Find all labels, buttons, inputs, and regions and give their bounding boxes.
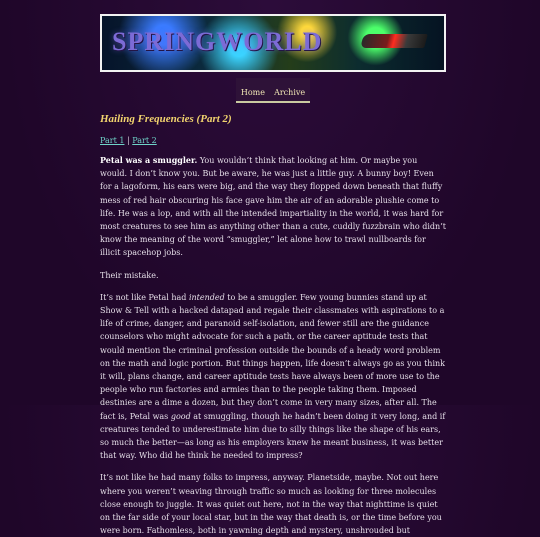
paragraph-3-text-b: to be a smuggler. Few young bunnies stand up at Show & Tell with a hacked datapad and regale their classmates with aspirations to a life of crime, danger, and paranoid self-isolation, and fewer still are the guidance counselors who might advocate for such a path, or the career aptitude tests that would mention the criminal profession outside the bounds of a heady word problem on the math and logic portion. But things happen, life doesn’t always go as you think it will, plans change, and career aptitude tests have always been of more use to the people who run factories and armies than to the people taking them. Imposed destinies are a dime a dozen, but they don’t come in very many sizes, after all. The fact is, Petal was xyxy=(100,292,446,421)
main-nav xyxy=(100,78,446,103)
paragraph-3-emphasis-2: good xyxy=(170,411,191,421)
post-title: Hailing Frequencies (Part 2) xyxy=(100,113,232,125)
site-title: SPRINGWORLD xyxy=(112,27,323,56)
paragraph-3-text-c: at smuggling, though he hadn’t been doing it very long, and if creatures tended to underestimate him due to silly things like the shape of his ears, so much the better—as long as his employers knew he meant business, it was better that way. Who did he think he needed to impress? xyxy=(100,411,446,461)
part-links xyxy=(100,136,446,145)
spaceship-image xyxy=(360,34,428,48)
paragraph-3-emphasis: intended xyxy=(188,292,225,302)
paragraph-1-lead: Petal was a smuggler. xyxy=(100,155,198,165)
part-2-link[interactable]: Part 2 xyxy=(132,136,157,145)
part-separator: | xyxy=(124,136,133,145)
paragraph-1 xyxy=(100,154,446,260)
paragraph-4: It’s not like he had many folks to impress, anyway. Planetside, maybe. Not out here where you weren’t weaving through traffic so much as looking for three molecules close enough to juggle. It was quiet out here, not in the way that nighttime is quiet on the far side of your local star, but in the way that death is, or the time before you were born. Fathomless, both in yawning depth and mystery, unshrouded but xyxy=(100,473,442,536)
site-banner[interactable] xyxy=(100,14,446,72)
page-content xyxy=(100,14,446,537)
paragraph-3-text-a: It’s not like Petal had xyxy=(100,292,189,302)
paragraph-3 xyxy=(100,291,446,463)
paragraph-1-text: You wouldn’t think that looking at him. Or maybe you would. I don’t know you. But be aware, he was just a little guy. A bunny boy! Even for a lagoform, his ears were big, and the way they flopped down beneath that fluffy mess of red hair obscuring his face gave him the air of an adorable plushie come to life. He was a lop, and with all the intended impartiality in the world, it was hard for most creatures to see him as anything other than a cute, cuddly fuzzbrain who didn’t know the meaning of the word “smuggler,” let alone how to trawl nullboards for illicit spacehop jobs. xyxy=(100,156,446,258)
nav-archive-link[interactable]: Archive xyxy=(274,88,306,97)
nav-home-link[interactable]: Home xyxy=(240,88,265,97)
paragraph-2: Their mistake. xyxy=(100,270,159,280)
part-1-link[interactable]: Part 1 xyxy=(100,136,125,145)
